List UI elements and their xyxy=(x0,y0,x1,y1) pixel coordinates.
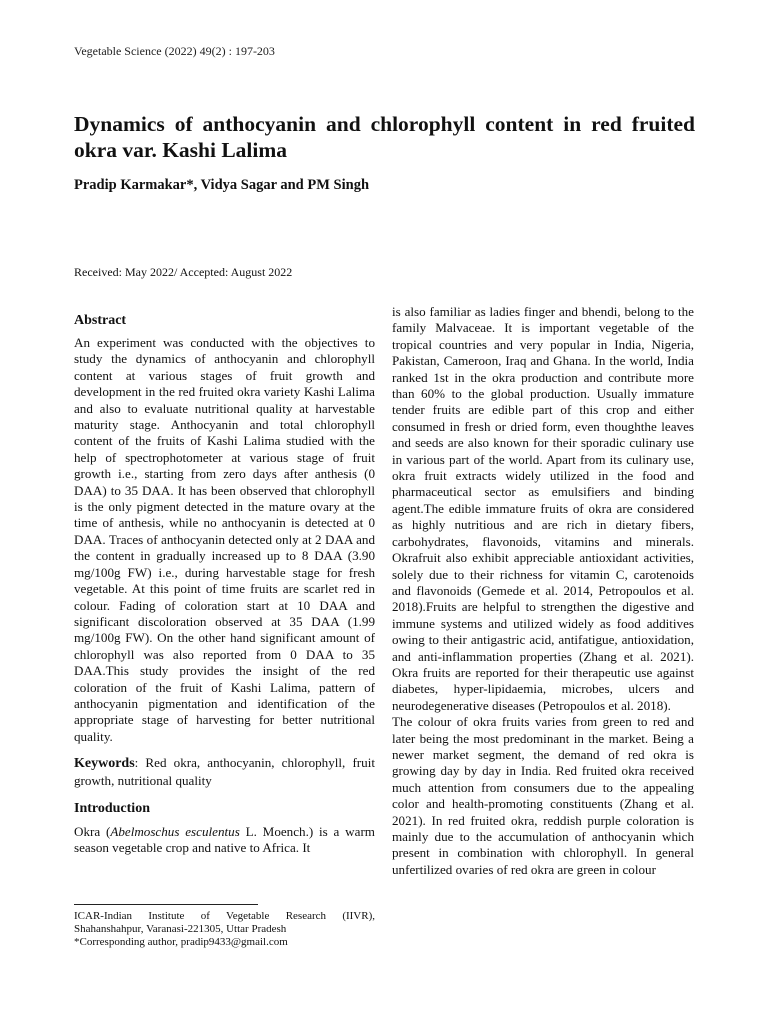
received-accepted-dates: Received: May 2022/ Accepted: August 2022 xyxy=(74,265,293,279)
affiliation-line-1: ICAR-Indian Institute of Vegetable Research (IIVR), xyxy=(74,910,375,922)
intro-paragraph-1: is also familiar as ladies finger and bhendi, belong to the family Malvaceae. It is important vegetable of the tropical countries and very popular in India, Nigeria, Pakistan, Cameroon, Iraq and Ghana. In the world, India ranked 1st in the okra production and contribute more than 60% to the global production. Usually immature tender fruits are edible part of this crop and either consumed in fresh or dried form, even thoughthe leaves and seeds are also known for their sporadic culinary use in various part of the world. Apart from its culinary use, okra fruit extracts widely utilized in the food and pharmaceutical sector as emulsifiers and binding agent.The edible immature fruits of okra are considered as highly nutritious and are rich in dietary fibers, carbohydrates, flavonoids, vitamins and minerals. Okrafruit also exhibit appreciable antioxidant activities, solely due to their richness for vitamin C, carotenoids and flavonoids (Gemede et al. 2014, Petropoulos et al. 2018).Fruits are helpful to strengthen the digestive and immune systems and utilized widely as food additives owing to their antigastric acid, antifatigue, antioxidation, and anti-inflammation properties (Zhang et al. 2021). Okra fruits are reported for their therapeutic use against diabetes, hyper-lipidaemia, microbes, ulcers and neurodegenerative diseases (Petropoulos et al. 2018). xyxy=(392,304,694,713)
keywords-line xyxy=(74,755,375,789)
keywords-label: Keywords xyxy=(74,756,135,772)
right-column xyxy=(392,304,694,878)
intro-rest: L. Moench.) is a warm season vegetable crop and native to Africa. It xyxy=(74,823,375,856)
species-name: Abelmoschus esculentus xyxy=(110,823,240,839)
corresponding-author: *Corresponding author, pradip9433@gmail.com xyxy=(74,936,288,948)
introduction-heading: Introduction xyxy=(74,800,150,816)
journal-citation: Vegetable Science (2022) 49(2) : 197-203 xyxy=(74,44,275,58)
keywords-text: : Red okra, anthocyanin, chlorophyll, fruit growth, nutritional quality xyxy=(74,755,375,788)
author-list: Pradip Karmakar*, Vidya Sagar and PM Singh xyxy=(74,177,370,193)
footnote-divider xyxy=(74,904,258,905)
footnote xyxy=(74,910,375,949)
affiliation-line-2: Shahanshahpur, Varanasi-221305, Uttar Pradesh xyxy=(74,923,287,935)
introduction-text xyxy=(74,824,375,857)
intro-lead: Okra ( xyxy=(74,823,111,839)
left-column xyxy=(74,312,375,857)
abstract-heading: Abstract xyxy=(74,313,127,328)
intro-paragraph-2: The colour of okra fruits varies from green to red and later being the most predominant in the market. Being a newer market segment, the demand of red okra is growing day by day in India. Red fruited okra received much attention from consumers due to the appealing color and health-promoting constituents (Zhang et al. 2021). In red fruited okra, reddish purple coloration is mainly due to the accumulation of anthocyanin which present in combination with chlorophyll. In general unfertilized ovaries of red okra are green in colour xyxy=(392,714,694,877)
abstract-text: An experiment was conducted with the objectives to study the dynamics of anthocyanin and chlorophyll content at various stages of fruit growth and development in the red fruited okra variety Kashi Lalima and also to evaluate nutritional quality at harvestable maturity stage. Anthocyanin and total chlorophyll content of the fruits of Kashi Lalima studied with the help of spectrophotometer at various stage of fruit growth i.e., starting from zero days after anthesis (0 DAA) to 35 DAA. It has been observed that chlorophyll is the only pigment detected in the mature ovary at the time of anthesis, while no anthocyanin is detected at 0 DAA. Traces of anthocyanin detected only at 2 DAA and the content in gradually increased up to 8 DAA (3.90 mg/100g FW) i.e., during harvestable stage for fresh vegetable. At this point of time fruits are scarlet red in colour. Fading of coloration start at 10 DAA and significant discoloration observed at 35 DAA (1.99 mg/100g FW). On the other hand significant amount of chlorophyll was also reported from 0 DAA to 35 DAA.This study provides the insight of the red coloration of the fruit of Kashi Lalima, pattern of anthocyanin pigmentation and identification of the appropriate stage of harvesting for better nutritional quality. xyxy=(74,335,375,744)
article-title: Dynamics of anthocyanin and chlorophyll content in red fruited okra var. Kashi Lalima xyxy=(74,112,695,162)
